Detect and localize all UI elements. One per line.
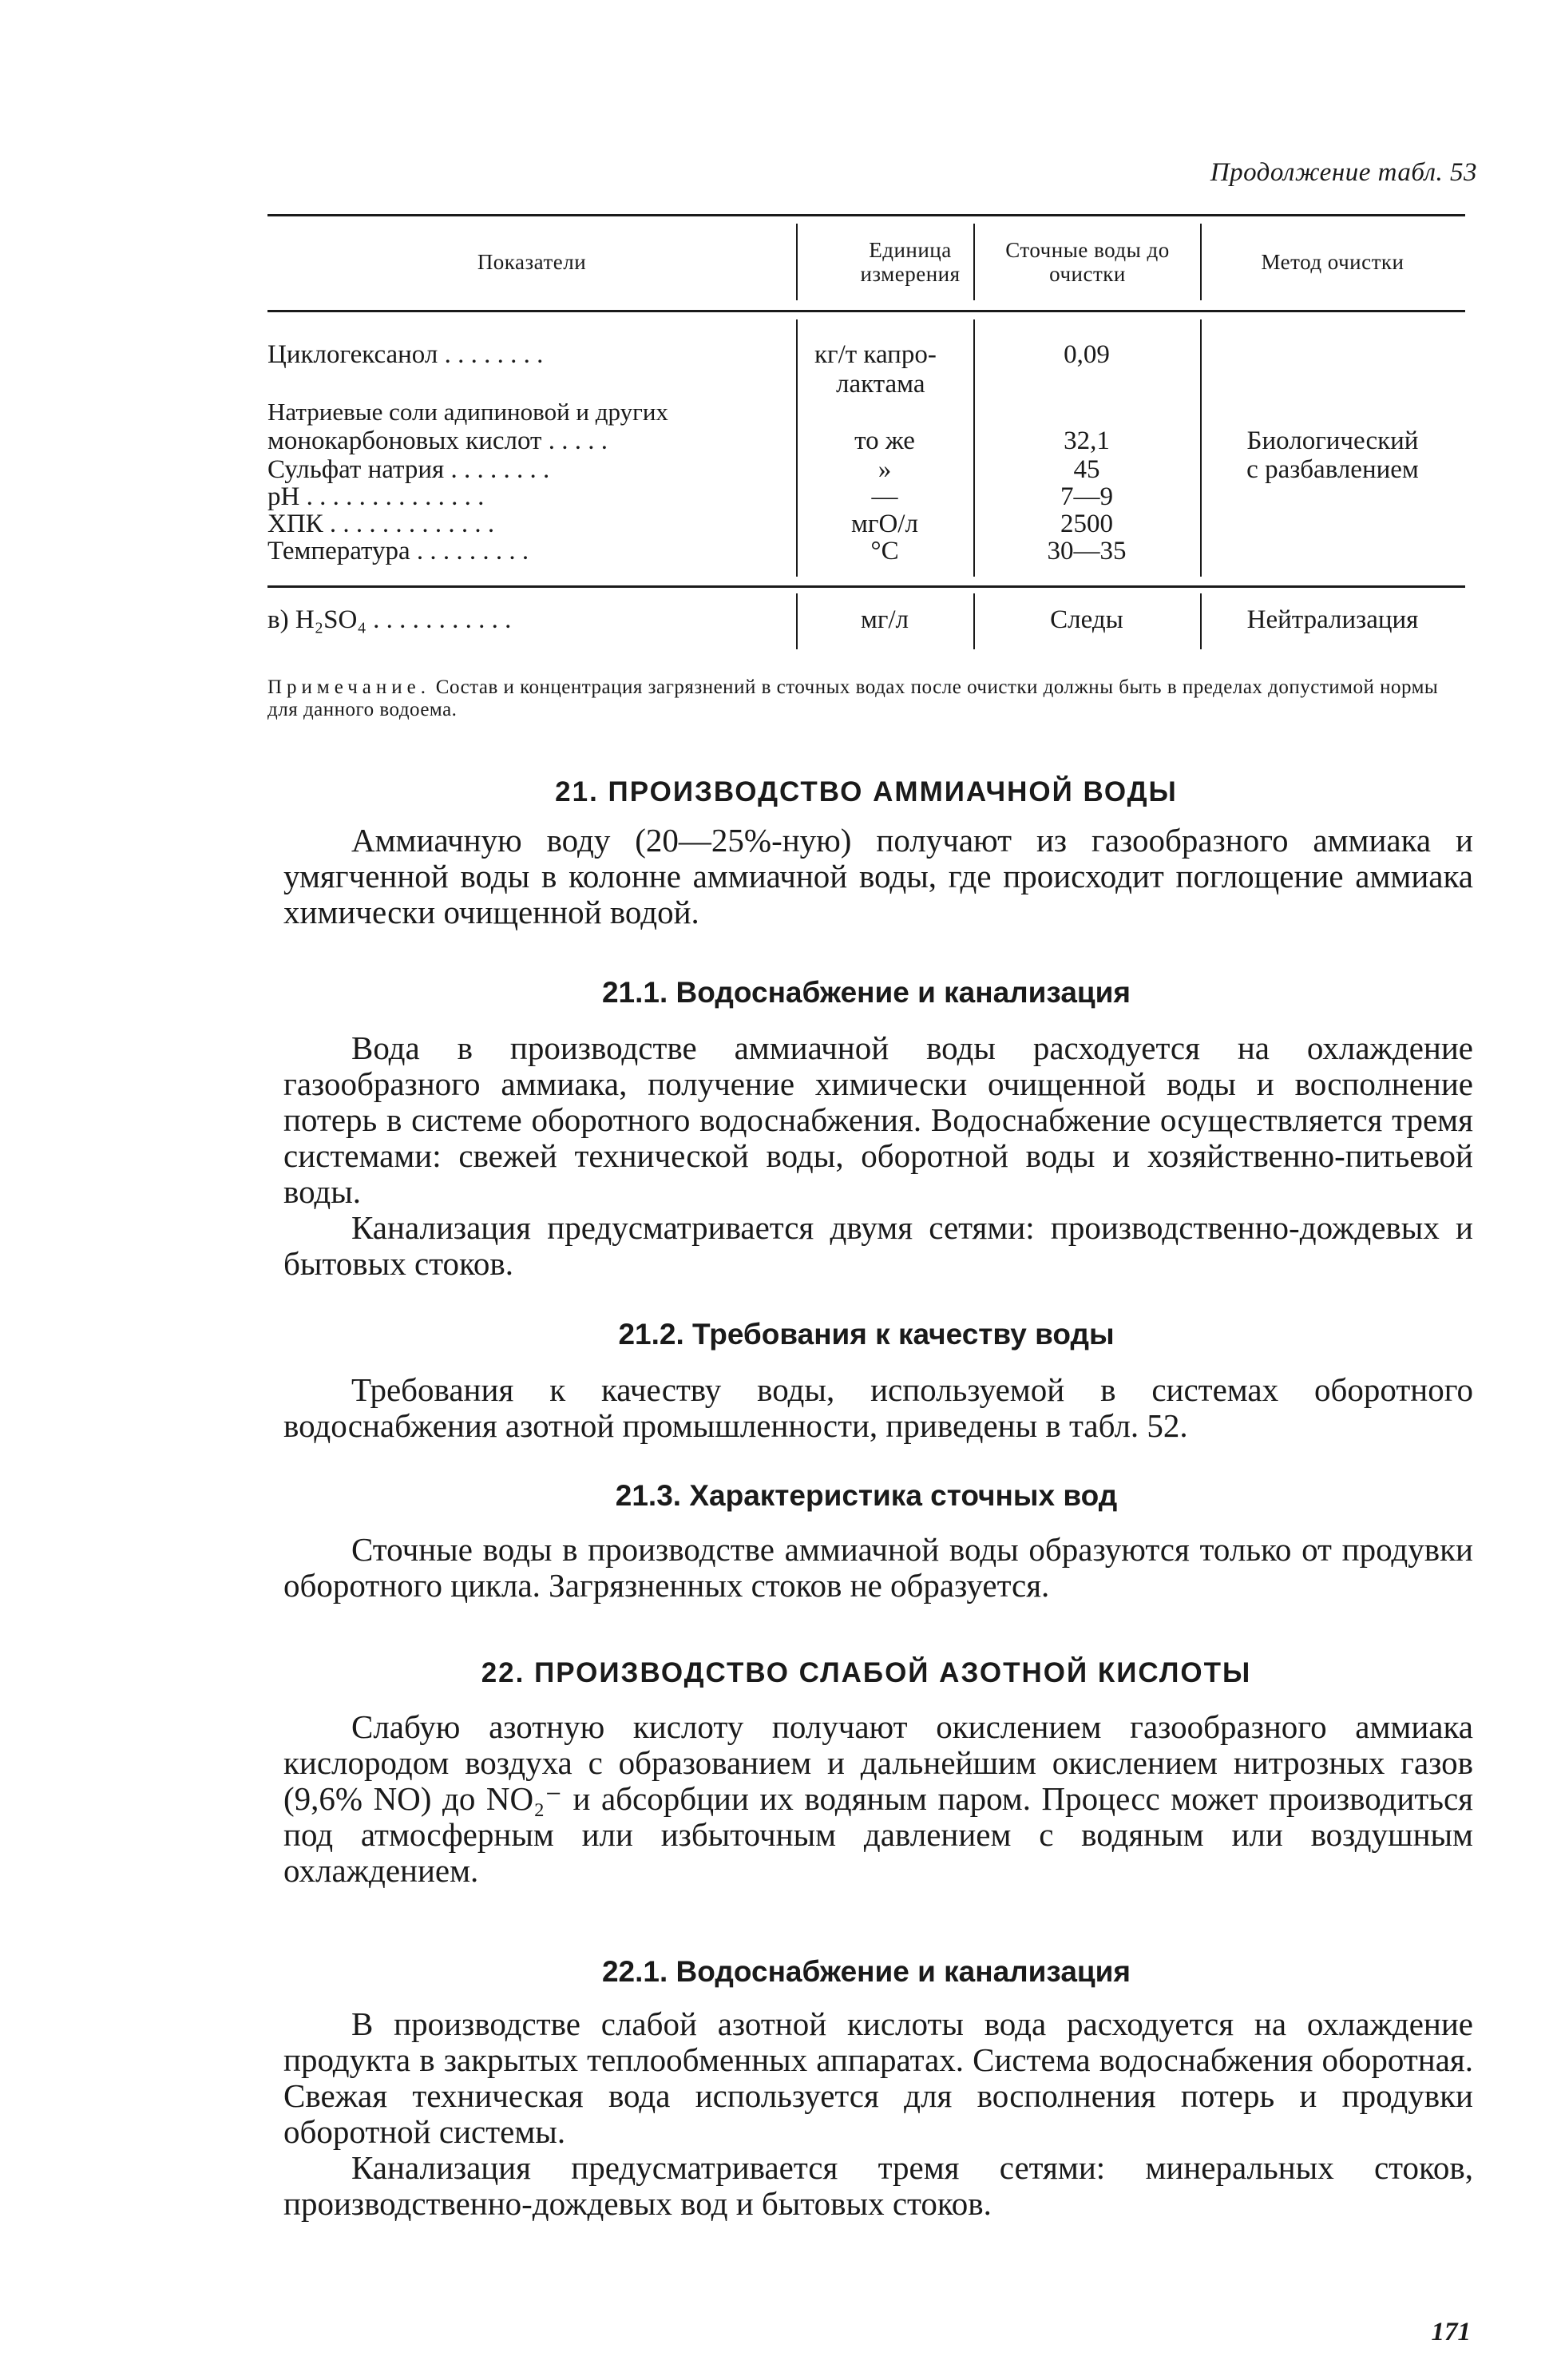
note-text: Состав и концентрация загрязнений в сточных водах после очистки должны быть в пределах допустимой нормы для данного водоема. bbox=[267, 676, 1439, 720]
section-21-1-paragraph-2: Канализация предусматривается двумя сетями: производственно-дождевых и бытовых стоков. bbox=[283, 1209, 1473, 1282]
row-value-sodium-sulfate: 45 bbox=[1073, 455, 1100, 484]
table-header-rule bbox=[267, 310, 1465, 312]
section-22-1-heading: 22.1. Водоснабжение и канализация bbox=[601, 1955, 1131, 1988]
section-21-2-paragraph: Требования к качеству воды, используемой в системах оборотного водоснабжения азотной промышленности, приведены в табл. 52. bbox=[283, 1371, 1473, 1444]
header-method: Метод очистки bbox=[1261, 250, 1404, 274]
row-unit-cod: мгО/л bbox=[851, 510, 918, 538]
row-name-cod: ХПК . . . . . . . . . . . . . bbox=[267, 510, 495, 538]
row-value-cyclohexanol: 0,09 bbox=[1064, 340, 1110, 369]
section-21-heading: 21. ПРОИЗВОДСТВО АММИАЧНОЙ ВОДЫ bbox=[555, 776, 1178, 807]
row-unit-ph: — bbox=[871, 482, 898, 511]
method-biological-cont: с разбавлением bbox=[1246, 455, 1419, 484]
table-row-rule bbox=[267, 585, 1465, 588]
row-unit-sulfuric-acid: мг/л bbox=[860, 605, 909, 634]
row-unit-cyclohexanol: кг/т капро- bbox=[814, 340, 937, 369]
row-name-sodium-salts-cont: монокарбоновых кислот . . . . . bbox=[267, 426, 608, 455]
method-biological: Биологический bbox=[1246, 426, 1419, 455]
row-name-ph: pH . . . . . . . . . . . . . . bbox=[267, 482, 485, 511]
page-number: 171 bbox=[1431, 2318, 1471, 2346]
table-continuation-caption: Продолжение табл. 53 bbox=[1210, 158, 1477, 187]
section-21-2-heading: 21.2. Требования к качеству воды bbox=[618, 1318, 1115, 1351]
table-top-rule bbox=[267, 214, 1465, 216]
row-unit-cyclohexanol-cont: лактама bbox=[836, 370, 925, 399]
section-21-1-heading: 21.1. Водоснабжение и канализация bbox=[601, 976, 1131, 1009]
row-name-temperature: Температура . . . . . . . . . bbox=[267, 537, 529, 565]
row-value-sulfuric-acid: Следы bbox=[1050, 605, 1123, 634]
row-name-sulfuric-acid: в) H₂SO₄ . . . . . . . . . . . bbox=[267, 605, 512, 634]
method-neutralization: Нейтрализация bbox=[1246, 605, 1419, 634]
section-21-3-paragraph: Сточные воды в производстве аммиачной воды образуются только от продувки оборотного цикла. Загрязненных стоков не образуется. bbox=[283, 1531, 1473, 1604]
row-name-sodium-sulfate: Сульфат натрия . . . . . . . . bbox=[267, 455, 550, 484]
section-21-paragraph: Аммиачную воду (20—25%-ную) получают из газообразного аммиака и умягченной воды в колонне аммиачной воды, где происходит поглощение аммиака химически очищенной водой. bbox=[283, 822, 1473, 930]
section-22-heading: 22. ПРОИЗВОДСТВО СЛАБОЙ АЗОТНОЙ КИСЛОТЫ bbox=[481, 1657, 1252, 1688]
row-value-cod: 2500 bbox=[1060, 510, 1113, 538]
row-name-sodium-salts: Натриевые соли адипиновой и других bbox=[267, 398, 668, 426]
section-21-3-heading: 21.3. Характеристика сточных вод bbox=[615, 1479, 1118, 1512]
row-name-cyclohexanol: Циклогексанол . . . . . . . . bbox=[267, 340, 544, 369]
row-value-sodium-salts: 32,1 bbox=[1064, 426, 1110, 455]
section-22-1-paragraph-2: Канализация предусматривается тремя сетями: минеральных стоков, производственно-дождевых вод и бытовых стоков. bbox=[283, 2149, 1473, 2222]
row-value-ph: 7—9 bbox=[1060, 482, 1113, 511]
section-22-paragraph: Слабую азотную кислоту получают окислением газообразного аммиака кислородом воздуха с образованием и дальнейшим окислением нитрозных газов (9,6% NO) до NO₂⁻ и абсорбции их водяным паром. Процесс может производиться под атмосферным или избыточным давлением с водяным или воздушным охлаждением. bbox=[283, 1708, 1473, 1889]
note-label: Примечание. bbox=[267, 676, 431, 698]
header-indicators: Показатели bbox=[477, 250, 587, 274]
row-unit-temperature: °С bbox=[870, 537, 899, 565]
header-before-treatment: Сточные воды до очистки bbox=[1005, 238, 1170, 286]
section-22-1-paragraph-1: В производстве слабой азотной кислоты вода расходуется на охлаждение продукта в закрытых теплообменных аппаратах. Система водоснабжения оборотная. Свежая техническая вода используется для восполнения потерь и продувки оборотной системы. bbox=[283, 2005, 1473, 2150]
row-value-temperature: 30—35 bbox=[1047, 537, 1127, 565]
row-unit-sodium-sulfate: » bbox=[878, 455, 892, 484]
header-unit: Единица измерения bbox=[860, 238, 961, 286]
section-21-1-paragraph-1: Вода в производстве аммиачной воды расходуется на охлаждение газообразного аммиака, получение химически очищенной воды и восполнение потерь в системе оборотного водоснабжения. Водоснабжение осуществляется тремя системами: свежей технической воды, оборотной воды и хозяйственно-питьевой воды. bbox=[283, 1029, 1473, 1210]
row-unit-sodium-salts: то же bbox=[854, 426, 915, 455]
table-note bbox=[267, 676, 1465, 721]
